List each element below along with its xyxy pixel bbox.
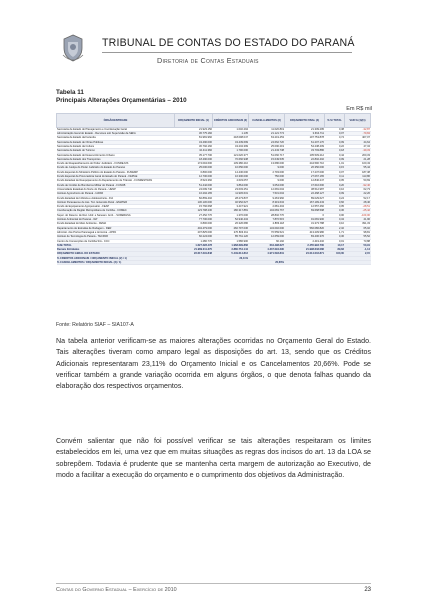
row-value: 27.452.770 (175, 213, 213, 217)
row-value: 1.790.000 (213, 149, 249, 153)
row-label: Universidade Estadual do Norte do Paraná - UENP (57, 187, 175, 191)
row-value: 12.846.247 (285, 179, 325, 183)
row-value: 100,43 (345, 162, 371, 166)
row-value: 83.406.376 (285, 235, 325, 239)
row-value: -28,51 (345, 205, 371, 209)
row-value: 3.864.000 (213, 183, 249, 187)
row-value: 43.490.000 (175, 140, 213, 144)
row-value: 98,81 (345, 230, 371, 234)
row-value: 1.280.770 (175, 239, 213, 243)
row-value: 1.040.294 (213, 127, 249, 131)
row-value: 55,44 (345, 166, 371, 170)
row-value: 43.204.399 (213, 144, 249, 148)
row-value: 634.498.627 (249, 243, 285, 247)
row-value: -100,00 (345, 213, 371, 217)
row-label: Centro de Convenções de Curitiba S/A - CCC (57, 239, 175, 243)
row-value: 750.000 (249, 175, 285, 179)
row-label: Instituto Ambiental do Paraná - IAP (57, 218, 175, 222)
row-value: 0,18 (325, 149, 345, 153)
row-value: 0,10 (325, 222, 345, 226)
row-value: 0,36 (325, 209, 345, 213)
row-value: 197.753.878 (285, 136, 325, 140)
page-header (0, 0, 432, 78)
row-value: 21.309.295 (285, 127, 325, 131)
row-value: 0,24 (325, 196, 345, 200)
row-value: 105.539.212 (285, 153, 325, 157)
row-value: 26.350.000 (285, 166, 325, 170)
row-label: Secretaria de Estado do Planejamento e Coordenação Geral (57, 127, 175, 131)
table-body (57, 127, 371, 265)
row-label: ORÇAMENTO GERAL DO ESTADO (57, 252, 175, 256)
row-label: Coordenação da Região Metropolitana de Curitiba - COMEC (57, 209, 175, 213)
row-value: 3.664.711 (285, 132, 325, 136)
row-value: 10.411.382 (175, 149, 213, 153)
page-footer (56, 583, 371, 593)
row-value: -1,14 (345, 248, 371, 252)
row-value: 15.766.668 (175, 205, 213, 209)
row-value: 85.761.120 (213, 235, 249, 239)
row-label: Super. do Desenv. de Rec. Hídr. e Saneam. Amb. - SUDERHSA (57, 213, 175, 217)
row-value: 16.300.000 (213, 175, 249, 179)
row-value: 130.130.000 (175, 200, 213, 204)
row-value: 6.800.000 (175, 222, 213, 226)
row-value: 12.659.000 (249, 235, 285, 239)
row-value: 21.443.738 (249, 149, 285, 153)
row-value: 50,91 (345, 243, 371, 247)
row-value: 26.326.686 (213, 222, 249, 226)
row-value: 21.989.011.370 (175, 248, 213, 252)
row-value: 47,34 (345, 144, 371, 148)
row-value: 0,15 (325, 166, 345, 170)
table-source: Fonte: Relatório SIAF – SIA107-A (56, 322, 134, 328)
row-value: 6.800.000 (175, 170, 213, 174)
row-value: 35.177.700 (175, 153, 213, 157)
row-label: Demais Entidades (57, 248, 175, 252)
row-value: 270.803.311 (213, 230, 249, 234)
table-row (57, 260, 371, 264)
row-value: 2.883.118 (249, 222, 285, 226)
row-label: Fundo Estadual de Reequipamento do Departamento de Trânsito - FUNRESTRAN (57, 179, 175, 183)
row-value: 1.586.900 (213, 239, 249, 243)
row-value: 2.793.000 (249, 170, 285, 174)
row-value: 0,09 (325, 140, 345, 144)
row-value: 7.870.515 (249, 218, 285, 222)
row-value: 4.633.057 (213, 179, 249, 183)
row-value: 47.616.600 (285, 183, 325, 187)
department-name: Diretoria de Contas Estaduais (157, 56, 259, 65)
column-header: ORÇAMENTO INICIAL (1) (175, 114, 213, 128)
table-number: Tabela 11 (56, 89, 84, 96)
row-value: 244.590.710 (285, 162, 325, 166)
row-value: 8.524.360 (175, 179, 213, 183)
row-label: Secretaria de Estado da Fazenda (57, 136, 175, 140)
header-divider (102, 52, 352, 53)
paragraph-2: Convém salientar que não foi possível verificar se tais alterações respeitaram os limites estabelecidos em lei, uma vez que em muitas situações as regras dos incisos do art. 13 da LOA se sobrepõem. Todavia é prudente que se mantenha certa margem de autorização ao Executivo, de modo a facilitar a execução do orçamento e o cumprimento dos objetivos da Administração. (56, 437, 371, 479)
row-value: 28.273.837 (213, 196, 249, 200)
row-label: Departamento de Estradas de Rodagem - DER (57, 226, 175, 230)
row-label: SUB-TOTAL (57, 243, 175, 247)
row-value: 1.968.699.866 (213, 243, 249, 247)
row-value: 25.000.000 (175, 166, 213, 170)
row-value: 4.337.094.290 (249, 248, 285, 252)
row-value: 1,71 (325, 230, 345, 234)
row-value: 5.449.614.812 (213, 252, 249, 256)
state-coat-of-arms-icon (60, 33, 86, 63)
row-value: 0,05 (325, 205, 345, 209)
row-value: 566.086.820 (285, 226, 325, 230)
row-value: 77.700.000 (175, 218, 213, 222)
row-value: 2.455.993.700 (285, 243, 325, 247)
row-value: 21.923.150 (175, 127, 213, 131)
row-value: 0,74 (325, 136, 345, 140)
row-value: 1.135 (213, 132, 249, 136)
row-value: 24.014.016.871 (285, 252, 325, 256)
row-value: 218.098.047 (213, 136, 249, 140)
row-value: 23.603.251 (213, 187, 249, 191)
row-label: Administração Geral do Estado - Recursos sob Supervisão da SEFA (57, 132, 175, 136)
row-value: 0,09 (325, 157, 345, 161)
table-subtitle: Principais Alterações Orçamentárias – 2010 (56, 97, 187, 104)
row-value: 167.199.443 (285, 200, 325, 204)
row-value: 62,73 (345, 187, 371, 191)
row-value: 11.020.819 (249, 127, 285, 131)
row-value: 21,28 (345, 157, 371, 161)
row-value: 51.060.717 (249, 153, 285, 157)
row-label: Secretaria de Estado da Cultura (57, 144, 175, 148)
page-number: 23 (364, 587, 371, 593)
row-value (175, 260, 213, 264)
column-header: VAR.% (4)/(1) (345, 114, 371, 128)
row-label: Fundo de Justiça do Poder Judiciário do Estado do Paraná (57, 166, 175, 170)
row-value: 0,11 (325, 175, 345, 179)
row-value: -79,84 (345, 132, 371, 136)
row-label: Fundo Estadual de Infância e Adolescência - FIA (57, 196, 175, 200)
row-value: 2.681.404 (249, 205, 285, 209)
row-value: 0,66 (325, 200, 345, 204)
row-value: 28,46 (345, 200, 371, 204)
row-value: 89.029.627 (285, 196, 325, 200)
row-value: 14.430.000 (213, 170, 249, 174)
row-value: 51.442.000 (175, 183, 213, 187)
column-header: % S/ TOTAL (325, 114, 345, 128)
table-caption (56, 89, 187, 105)
row-label: % CANCELAMENTOS / ORÇAMENTO INICIAL (3) / 1) (57, 260, 175, 264)
row-label: Secretaria de Estado do Turismo (57, 149, 175, 153)
row-value: 27.067.165 (285, 175, 325, 179)
row-value: 2,15 (345, 252, 371, 256)
row-value: 0,38 (325, 127, 345, 131)
row-value: 52.940.434 (213, 218, 249, 222)
table-header-row (57, 114, 371, 128)
row-value: 4.971.593.831 (249, 252, 285, 256)
row-value: 23,11% (213, 256, 249, 260)
row-value (285, 260, 325, 264)
row-label: Secretaria de Estado dos Transportes (57, 157, 175, 161)
row-label: Fundo Especial do Ministério Público do Estado do Paraná - FUNEMP (57, 170, 175, 174)
row-value: 18.490.000 (175, 157, 213, 161)
row-value: 104.069.767 (249, 209, 285, 213)
row-value: 391,33 (345, 222, 371, 226)
row-label: Fundo de Crédito de Bombeiros Militar do Paraná - FUNCB (57, 183, 175, 187)
row-value: 36.775.182 (175, 132, 213, 136)
row-value: 0,16 (325, 187, 345, 191)
row-label: Instituto de Tecnologia do Paraná - TECPAR (57, 235, 175, 239)
row-value: 70.559.521 (249, 230, 285, 234)
row-value: 30.792.160 (175, 144, 213, 148)
row-value: 139.380.210 (213, 162, 249, 166)
row-label: % CRÉDITOS ADICIONAIS / ORÇAMENTO INICIAL (2) / 1) (57, 256, 175, 260)
row-value: 121.020.377 (213, 153, 249, 157)
row-value: 38.512.987 (285, 187, 325, 191)
row-value: 20,66% (249, 260, 285, 264)
footer-text: Contas do Governo Estadual – Exercício de 2010 (56, 587, 177, 593)
row-value: 0,36 (325, 235, 345, 239)
organization-name: TRIBUNAL DE CONTAS DO ESTADO DO PARANÁ (102, 37, 355, 49)
row-value: -32,87 (345, 127, 371, 131)
row-value: 31.373.788 (285, 222, 325, 226)
row-value: 81.981.960 (175, 136, 213, 140)
row-value: 11.945.631 (213, 192, 249, 196)
row-value: 22.802.402 (285, 157, 325, 161)
row-value: 0,00 (325, 213, 345, 217)
row-value: 22.468.127 (285, 192, 325, 196)
row-value: 54.238.409 (285, 144, 325, 148)
row-value (345, 260, 371, 264)
row-value: -92,46 (345, 183, 371, 187)
row-value: 3.880.754.144 (213, 248, 249, 252)
row-value (325, 260, 345, 264)
row-value: 0,44 (325, 153, 345, 157)
row-value: 113,86 (345, 175, 371, 179)
row-value: 9.000 (249, 166, 285, 170)
budget-alterations-table (56, 113, 371, 265)
row-value: 1.370.000 (213, 213, 249, 217)
row-value: 10.650.000 (213, 166, 249, 170)
row-value: 404.479.000 (175, 226, 213, 230)
row-value (213, 260, 249, 264)
row-label: Fundo de Equipamento Agropecuário - FEAP (57, 205, 175, 209)
row-value: 134.092.000 (249, 226, 285, 230)
row-label: Fundo Especial da Procuradoria Geral do Estado do Paraná - FEPGE (57, 175, 175, 179)
row-value: 13.680.000 (249, 162, 285, 166)
row-value: 3.447.921 (213, 205, 249, 209)
row-label: Fundo Estadual do Meio Ambiente - FEMA (57, 222, 175, 226)
row-value: 0,34 (325, 218, 345, 222)
row-value: 52,17 (345, 196, 371, 200)
row-value: 44,64 (345, 140, 371, 144)
column-header: CANCELA-MENTOS (3) (249, 114, 285, 128)
row-value: 21.121.774 (249, 132, 285, 136)
row-value: 25.090.219 (249, 144, 285, 148)
row-value: 70.660.938 (213, 157, 249, 161)
row-value: 9.263.960 (249, 196, 285, 200)
row-value: 91.081.900 (285, 218, 325, 222)
row-value: 21.998.633.086 (285, 248, 325, 252)
row-value: 1.627.228.478 (175, 243, 213, 247)
row-value: 9.000 (249, 179, 285, 183)
row-value: 50,69 (345, 179, 371, 183)
row-value: 65,02 (345, 226, 371, 230)
row-value: 73,88 (345, 239, 371, 243)
column-header: ORÇAMENTO FINAL (4) (285, 114, 325, 128)
row-value: 2,32 (325, 226, 345, 230)
row-value: 24.662.720 (249, 140, 285, 144)
row-value: 413.239.980 (285, 230, 325, 234)
row-value: 41,96 (345, 218, 371, 222)
row-value: 63.219.453 (249, 136, 285, 140)
row-value: 33.793.886 (285, 149, 325, 153)
row-label: Administ. dos Portos Paranaguá e Antonina - APPA (57, 230, 175, 234)
row-value: -25,42 (345, 209, 371, 213)
row-value: 17.237.000 (285, 170, 325, 174)
row-value: 123.798.230 (175, 209, 213, 213)
row-value: 3.054.000 (249, 183, 285, 187)
row-value: 23.617.291.848 (175, 252, 213, 256)
row-value: 2.419.432 (285, 239, 325, 243)
row-value: 0,07 (325, 170, 345, 174)
row-value: 0,05 (325, 179, 345, 183)
row-value: 187,38 (345, 170, 371, 174)
row-value: 260.797.036 (213, 226, 249, 230)
row-value: 24.099.740 (175, 187, 213, 191)
row-value: 82.869.402 (175, 196, 213, 200)
row-value: 55,52 (345, 235, 371, 239)
row-value: 60.224.000 (175, 235, 213, 239)
row-value: 100,00 (325, 252, 345, 256)
row-value: 43.439.699 (213, 140, 249, 144)
row-value: 0,22 (325, 144, 345, 148)
row-value: -39,33 (345, 149, 371, 153)
row-value: 174.094.600 (175, 162, 213, 166)
row-value: 12.700.000 (175, 175, 213, 179)
row-value: 0,07 (325, 132, 345, 136)
column-header: ÓRGÃO/ENTIDADE (57, 114, 175, 128)
row-value: 407,07 (345, 136, 371, 140)
row-value: 69.668.598 (285, 209, 325, 213)
row-value: 0 (285, 213, 325, 217)
row-value: 200,33 (345, 153, 371, 157)
row-value: 207.825.000 (175, 230, 213, 234)
row-value: 61.207.170 (285, 140, 325, 144)
row-value: 10,17 (325, 243, 345, 247)
row-label: Secretaria de Estado de Obras Públicas (57, 140, 175, 144)
row-value: 180.317.881 (213, 209, 249, 213)
table-unit: Em R$ mil (346, 106, 372, 112)
row-label: Secretaria de Estado do Desenvolvimento Urbano (57, 153, 175, 157)
row-value: 8.319.634 (249, 200, 285, 204)
paragraph-1: Na tabela anterior verificam-se as maiores alterações ocorridas no Orçamento Geral do Estado. Tais alterações tiveram como amparo legal as disposições do art. 13, sendo que os Créditos Adicionais representaram 23,11% do Orçamento Inicial e os Cancelamentos 20,66%. Pode se verificar também a grande variação ocorrida em alguns órgãos, o que denota falhas quando da elaboração dos respectivos orçamentos. (56, 337, 371, 391)
row-value: 28.802.770 (249, 213, 285, 217)
column-header: CRÉDITOS ADICIONAIS (2) (213, 114, 249, 128)
row-value: 60.192 (249, 239, 285, 243)
row-value: 89,83 (325, 248, 345, 252)
row-value: 0,20 (325, 183, 345, 187)
row-value: 15.649.535 (249, 157, 285, 161)
row-value: 12.681.004 (249, 187, 285, 191)
row-value: 1,01 (325, 162, 345, 166)
row-label: Instituto Agronômico do Paraná - IAPAR (57, 192, 175, 196)
row-value: 40.952.627 (213, 200, 249, 204)
row-value: 0,09 (325, 192, 345, 196)
row-value: 0,01 (325, 239, 345, 243)
row-label: Instituto Paranaense de Ass. Téc. Extensão Rural - EMATER (57, 200, 175, 204)
row-value: 12.557.460 (285, 205, 325, 209)
row-value: 16.294.165 (175, 192, 213, 196)
row-value: 7.531.004 (249, 192, 285, 196)
row-value: 22,26 (345, 192, 371, 196)
row-label: Fundo de Reaparelhamento do Poder Judiciário - FUNREJUS (57, 162, 175, 166)
